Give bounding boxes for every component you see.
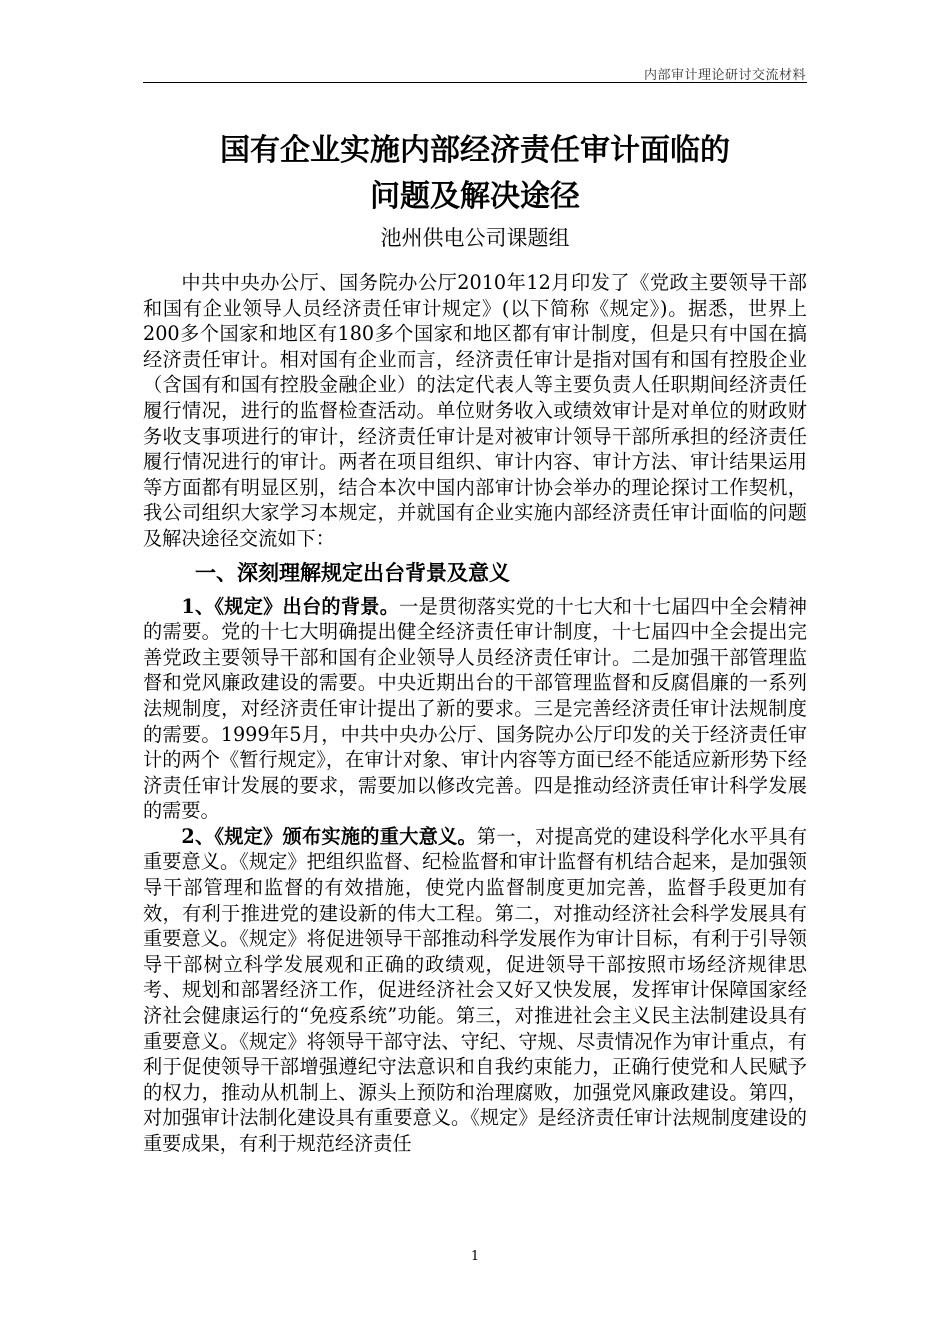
document-title <box>143 128 807 220</box>
point-1-body: 一是贯彻落实党的十七大和十七届四中全会精神的需要。党的十七大明确提出健全经济责任审计制度，十七届四中全会提出完善党政主要领导干部和国有企业领导人员经济责任审计。二是加强干部管理监督和党风廉政建设的需要。中央近期出台的干部管理监督和反腐倡廉的一系列法规制度，对经济责任审计提出了新的要求。三是完善经济责任审计法规制度的需要。1999年5月，中共中央办公厅、国务院办公厅印发的关于经济责任审计的两个《暂行规定》，在审计对象、审计内容等方面已经不能适应新形势下经济责任审计发展的要求，需要加以修改完善。四是推动经济责任审计科学发展的需要。 <box>143 594 807 823</box>
point-1-lead: 1、《规定》出台的背景。 <box>181 594 400 618</box>
point-1-paragraph <box>143 594 807 824</box>
intro-paragraph: 中共中央办公厅、国务院办公厅2010年12月印发了《党政主要领导干部和国有企业领导人员经济责任审计规定》(以下简称《规定》)。据悉，世界上200多个国家和地区有180多个国家和地区都有审计制度，但是只有中国在搞经济责任审计。相对国有企业而言，经济责任审计是指对国有和国有控股企业（含国有和国有控股金融企业）的法定代表人等主要负责人任职期间经济责任履行情况，进行的监督检查活动。单位财务收入或绩效审计是对单位的财政财务收支事项进行的审计，经济责任审计是对被审计领导干部所承担的经济责任履行情况进行的审计。两者在项目组织、审计内容、审计方法、审计结果运用等方面都有明显区别，结合本次中国内部审计协会举办的理论探讨工作契机，我公司组织大家学习本规定，并就国有企业实施内部经济责任审计面临的问题及解决途径交流如下： <box>143 271 807 550</box>
document-body <box>143 270 807 1157</box>
header-rule <box>143 82 807 83</box>
document-author: 池州供电公司课题组 <box>380 226 570 250</box>
point-2-paragraph <box>143 824 807 1157</box>
section-heading-1: 一、深刻理解规定出台背景及意义 <box>195 560 510 585</box>
running-header: 内部审计理论研讨交流材料 <box>643 68 806 83</box>
point-2-body: 第一，对提高党的建设科学化水平具有重要意义。《规定》把组织监督、纪检监督和审计监督有机结合起来，是加强领导干部管理和监督的有效措施，使党内监督制度更加完善，监督手段更加有效，有利于推进党的建设新的伟大工程。第二，对推动经济社会科学发展具有重要意义。《规定》将促进领导干部推动科学发展作为审计目标，有利于引导领导干部树立科学发展观和正确的政绩观，促进领导干部按照市场经济规律思考、规划和部署经济工作，促进经济社会又好又快发展，发挥审计保障国家经济社会健康运行的“免疫系统”功能。第三，对推进社会主义民主法制建设具有重要意义。《规定》将领导干部守法、守纪、守规、尽责情况作为审计重点，有利于促使领导干部增强遵纪守法意识和自我约束能力，正确行使党和人民赋予的权力，推动从机制上、源头上预防和治理腐败，加强党风廉政建设。第四，对加强审计法制化建设具有重要意义。《规定》是经济责任审计法规制度建设的重要成果，有利于规范经济责任 <box>143 824 808 1155</box>
title-line-2: 问题及解决途径 <box>370 179 580 214</box>
title-line-1: 国有企业实施内部经济责任审计面临的 <box>220 133 730 168</box>
point-2-lead: 2、《规定》颁布实施的重大意义。 <box>181 824 477 848</box>
page-number: 1 <box>470 1249 480 1264</box>
